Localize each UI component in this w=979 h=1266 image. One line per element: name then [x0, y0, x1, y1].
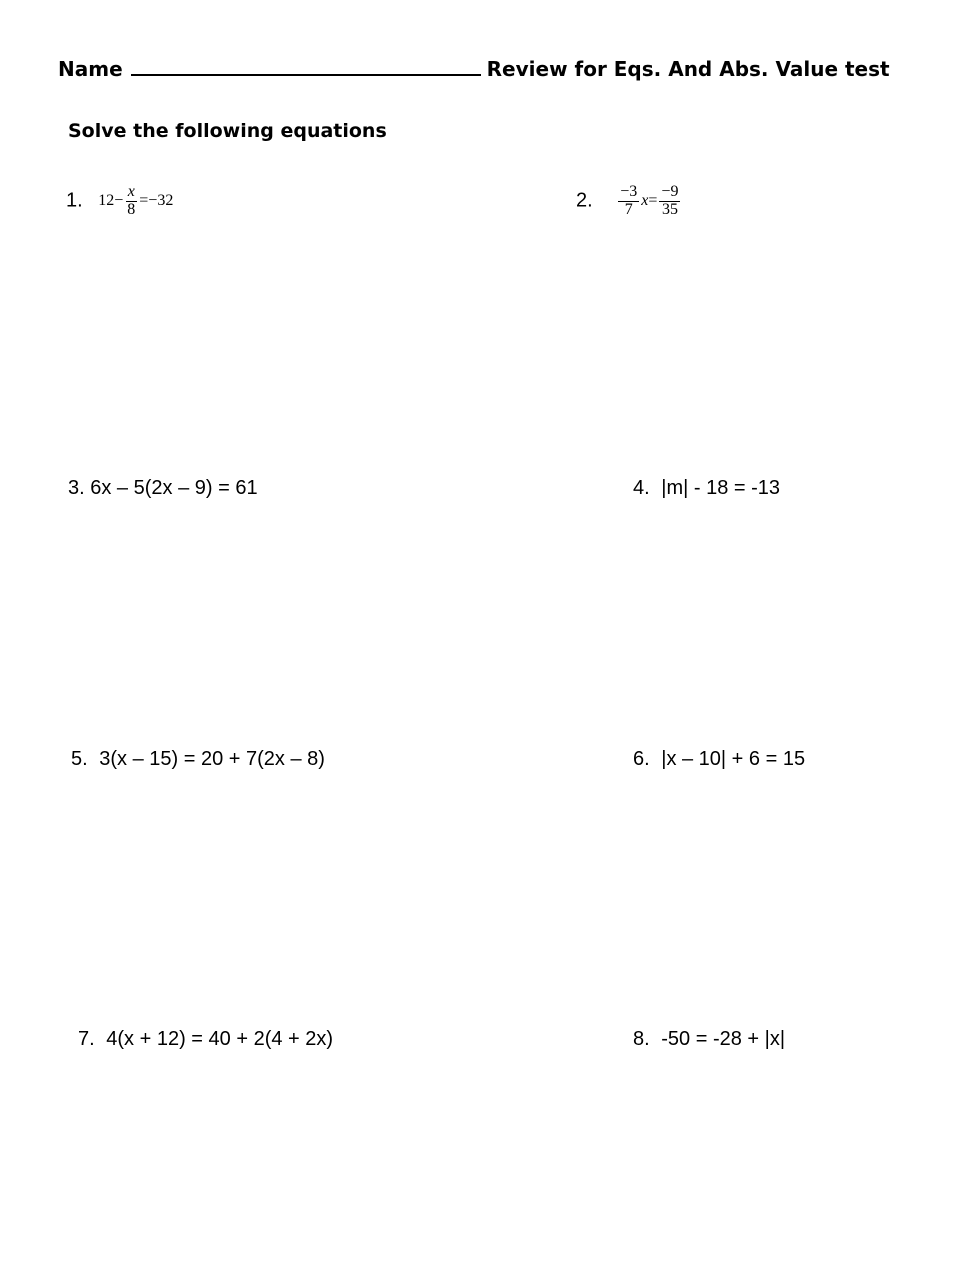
worksheet-header — [58, 56, 898, 81]
equals-sign: = — [648, 192, 658, 210]
instructions: Solve the following equations — [68, 120, 387, 142]
problem-number: 1. — [66, 189, 83, 212]
problem-4 — [633, 477, 780, 500]
fraction-numerator: −3 — [620, 183, 638, 200]
equation-4: |m| - 18 = -13 — [661, 477, 781, 499]
problem-6 — [633, 748, 805, 771]
problem-number: 3. — [68, 477, 85, 499]
equation-part: 12− — [98, 192, 124, 210]
problem-1 — [66, 184, 173, 219]
problem-number: 5. — [71, 748, 88, 770]
worksheet-title: Review for Eqs. And Abs. Value test — [486, 57, 890, 81]
fraction — [125, 184, 137, 219]
problem-number: 4. — [633, 477, 650, 499]
problem-number: 8. — [633, 1028, 650, 1050]
problem-7 — [78, 1028, 333, 1051]
equation-6: |x – 10| + 6 = 15 — [661, 748, 806, 770]
problem-5 — [71, 748, 325, 771]
problem-number: 2. — [576, 189, 593, 212]
problem-number: 6. — [633, 748, 650, 770]
variable: x — [641, 192, 649, 210]
fraction-denominator: 35 — [661, 200, 678, 218]
problem-3 — [68, 477, 258, 500]
equation-3: 6x – 5(2x – 9) = 61 — [90, 477, 258, 499]
equation-8: -50 = -28 + |x| — [661, 1028, 786, 1050]
equation-part: =−32 — [139, 192, 174, 210]
fraction-numerator: x — [127, 183, 135, 200]
fraction-denominator: 8 — [127, 200, 136, 218]
problem-number: 7. — [78, 1028, 95, 1050]
fraction — [659, 184, 680, 219]
equation-7: 4(x + 12) = 40 + 2(4 + 2x) — [106, 1028, 334, 1050]
equation-1 — [98, 184, 173, 219]
fraction-denominator: 7 — [624, 200, 633, 218]
fraction-numerator: −9 — [661, 183, 679, 200]
equation-5: 3(x – 15) = 20 + 7(2x – 8) — [99, 748, 325, 770]
name-label: Name — [58, 57, 123, 81]
equation-2 — [616, 184, 682, 219]
fraction — [618, 184, 639, 219]
problem-8 — [633, 1028, 785, 1051]
problem-2 — [576, 184, 682, 219]
name-blank-line[interactable] — [131, 56, 481, 76]
